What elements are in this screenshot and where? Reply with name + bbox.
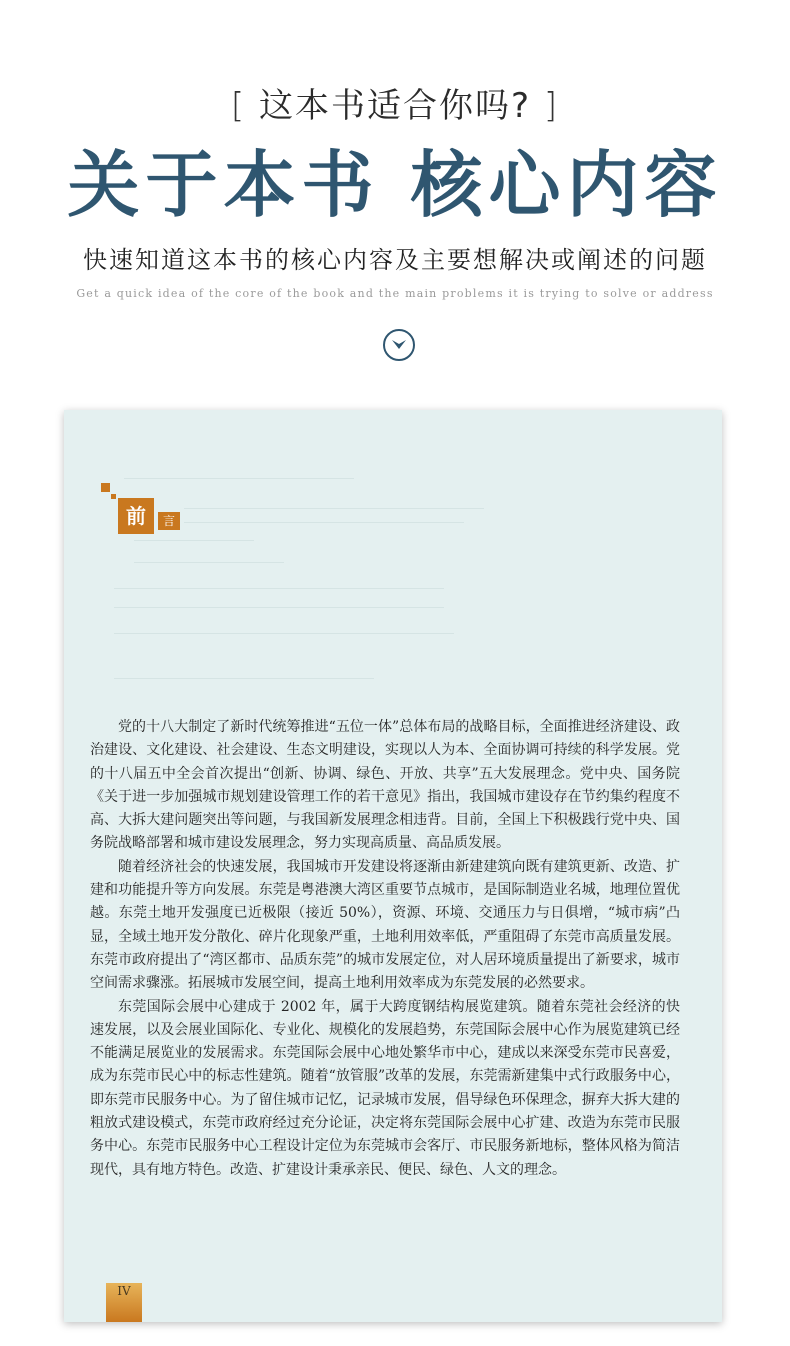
decor-square xyxy=(101,483,110,492)
decor-square xyxy=(111,494,116,499)
paragraph: 东莞国际会展中心建成于 2002 年，属于大跨度钢结构展览建筑。随着东莞社会经济的快速发展，以及会展业国际化、专业化、规模化的发展趋势，东莞国际会展中心作为展览建筑已经不能满足展览业的发展需求。东莞国际会展中心地处繁华市中心，建成以来深受东莞市民喜爱，成为东莞市民心中的标志性建筑。随着“放管服”改革的发展，东莞需新建集中式行政服务中心，即东莞市民服务中心。为了留住城市记忆，记录城市发展，倡导绿色环保理念，摒弃大拆大建的粗放式建设模式，东莞市政府经过充分论证，决定将东莞国际会展中心扩建、改造为东莞市民服务中心。东莞市民服务中心工程设计定位为东莞城市会客厅、市民服务新地标，整体风格为简洁现代，具有地方特色。改造、扩建设计秉承亲民、便民、绿色、人文的理念。 xyxy=(90,998,680,1178)
right-bracket: ] xyxy=(543,86,560,126)
page-number: IV xyxy=(117,1284,131,1298)
paragraph: 随着经济社会的快速发展，我国城市开发建设将逐渐由新建建筑向既有建筑更新、改造、扩建和功能提升等方向发展。东莞是粤港澳大湾区重要节点城市，是国际制造业名城，地理位置优越。东莞土地开发强度已近极限（接近 50%），资源、环境、交通压力与日俱增，“城市病”凸显，全域土地开发分散化、碎片化现象严重，土地利用效率低，严重阻碍了东莞市高质量发展。东莞市政府提出了“湾区都市、品质东莞”的城市发展定位，对人居环境质量提出了新要求，城市空间需求骤涨。拓展城市发展空间，提高土地利用效率成为东莞发展的必然要求。 xyxy=(90,858,680,992)
subtitle-english: Get a quick idea of the core of the book and the main problems it is trying to solve or address xyxy=(76,287,714,300)
preface-title-badge-small: 言 xyxy=(158,512,180,530)
header-section xyxy=(0,0,790,400)
left-bracket: [ xyxy=(230,86,247,126)
kicker-text: 这本书适合你吗? xyxy=(258,86,532,126)
ghost-line xyxy=(114,633,454,634)
ghost-line xyxy=(134,562,284,563)
paragraph: 党的十八大制定了新时代统筹推进“五位一体”总体布局的战略目标，全面推进经济建设、政治建设、文化建设、社会建设、生态文明建设，实现以人为本、全面协调可持续的科学发展。党的十八届五中全会首次提出“创新、协调、绿色、开放、共享”五大发展理念。党中央、国务院《关于进一步加强城市规划建设管理工作的若干意见》指出，我国城市建设存在节约集约程度不高、大拆大建问题突出等问题，与我国新发展理念相违背。目前，全国上下积极践行党中央、国务院战略部署和城市建设发展理念，努力实现高质量、高品质发展。 xyxy=(90,719,680,852)
ghost-line xyxy=(184,522,464,523)
main-headline: 关于本书 核心内容 xyxy=(67,142,723,227)
ghost-line xyxy=(184,508,484,509)
subtitle: 快速知道这本书的核心内容及主要想解决或阐述的问题 xyxy=(83,246,707,274)
ghost-line xyxy=(114,607,444,608)
preface-body xyxy=(90,716,680,1182)
chevron-down-circle-icon xyxy=(383,329,415,361)
ghost-line xyxy=(124,478,354,479)
ghost-line xyxy=(134,540,254,541)
preface-title-badge: 前 xyxy=(118,498,154,534)
ghost-line xyxy=(114,678,374,679)
ghost-line xyxy=(114,588,444,589)
book-page-scan xyxy=(64,410,722,1322)
chevron-down-icon xyxy=(391,338,407,352)
kicker-heading xyxy=(0,78,790,127)
